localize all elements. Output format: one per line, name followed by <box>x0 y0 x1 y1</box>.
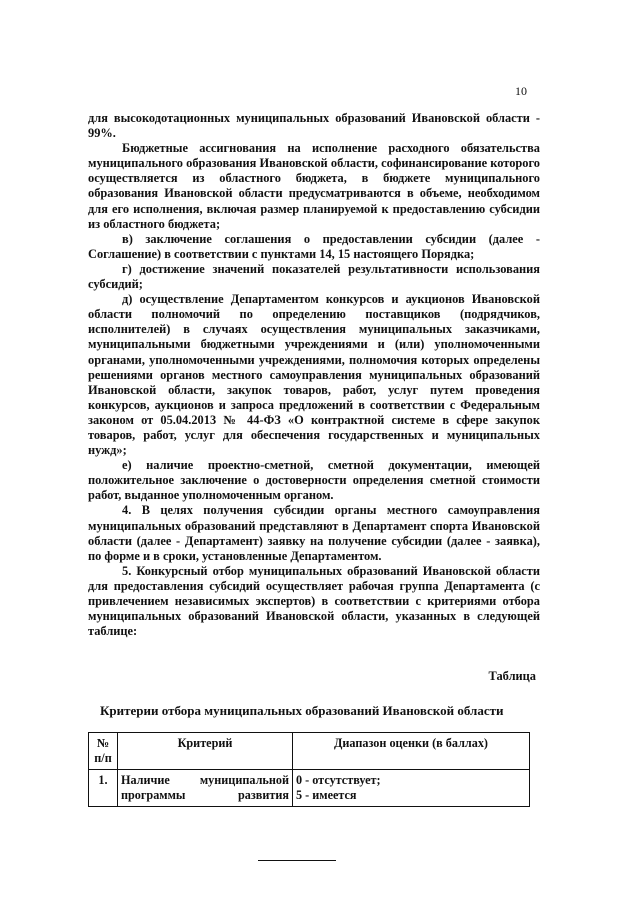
paragraph: для высокодотационных муниципальных образований Ивановской области - 99%. <box>88 111 540 141</box>
paragraph: 5. Конкурсный отбор муниципальных образований Ивановской области для предоставления субсидий осуществляет рабочая группа Департамента (с привлечением независимых экспертов) в соответствии с критериями отбора муниципальных образований Ивановской области, указанных в следующей таблице: <box>88 563 540 639</box>
header-number: № п/п <box>89 733 118 770</box>
header-criterion: Критерий <box>118 733 293 770</box>
table-row <box>89 770 530 807</box>
row-number: 1. <box>89 770 118 807</box>
paragraph: е) наличие проектно-сметной, сметной документации, имеющей положительное заключение о достоверности определения сметной стоимости работ, выданное уполномоченным органом. <box>88 458 540 503</box>
criteria-table <box>88 732 530 807</box>
criterion-line: программы развития <box>121 788 289 802</box>
table-title: Критерии отбора муниципальных образований Ивановской области <box>100 703 504 718</box>
header-range: Диапазон оценки (в баллах) <box>293 733 530 770</box>
range-line: 0 - отсутствует; <box>296 773 381 787</box>
table-label: Таблица <box>488 669 536 683</box>
footer-divider <box>258 860 336 861</box>
row-range <box>293 770 530 807</box>
paragraph: д) осуществление Департаментом конкурсов и аукционов Ивановской области полномочий по определению поставщиков (подрядчиков, исполнителей) в случаях осуществления муниципальных заказчиками, муниципальными бюджетными учреждениями и (или) уполномоченными органами, уполномоченными учреждениями, полномочия которых определены решениями органов местного самоуправления муниципальных образований Ивановской области, закупок товаров, работ, услуг путем проведения конкурсов, аукционов и запроса предложений в соответствии с Федеральным законом от 05.04.2013 № 44-ФЗ «О контрактной системе в сфере закупок товаров, работ, услуг для обеспечения государственных и муниципальных нужд»; <box>88 292 540 458</box>
paragraph: Бюджетные ассигнования на исполнение расходного обязательства муниципального образования Ивановской области, софинансирование которого осуществляется из областного бюджета, в бюджете муниципального образования Ивановской области предусматриваются в объеме, необходимом для его исполнения, включая размер планируемой к предоставлению субсидии из областного бюджета; <box>88 141 540 231</box>
page-number: 10 <box>515 84 527 98</box>
row-criterion <box>118 770 293 807</box>
range-line: 5 - имеется <box>296 788 357 802</box>
paragraph: 4. В целях получения субсидии органы местного самоуправления муниципальных образований представляют в Департамент спорта Ивановской области (далее - Департамент) заявку на получение субсидии (далее - заявка), по форме и в сроки, установленные Департаментом. <box>88 503 540 563</box>
criterion-line: Наличие муниципальной <box>121 773 289 787</box>
table-header-row <box>89 733 530 770</box>
paragraph: г) достижение значений показателей результативности использования субсидий; <box>88 261 540 292</box>
paragraph: в) заключение соглашения о предоставлении субсидии (далее - Соглашение) в соответствии с пунктами 14, 15 настоящего Порядка; <box>88 231 540 261</box>
body-text <box>88 111 540 639</box>
